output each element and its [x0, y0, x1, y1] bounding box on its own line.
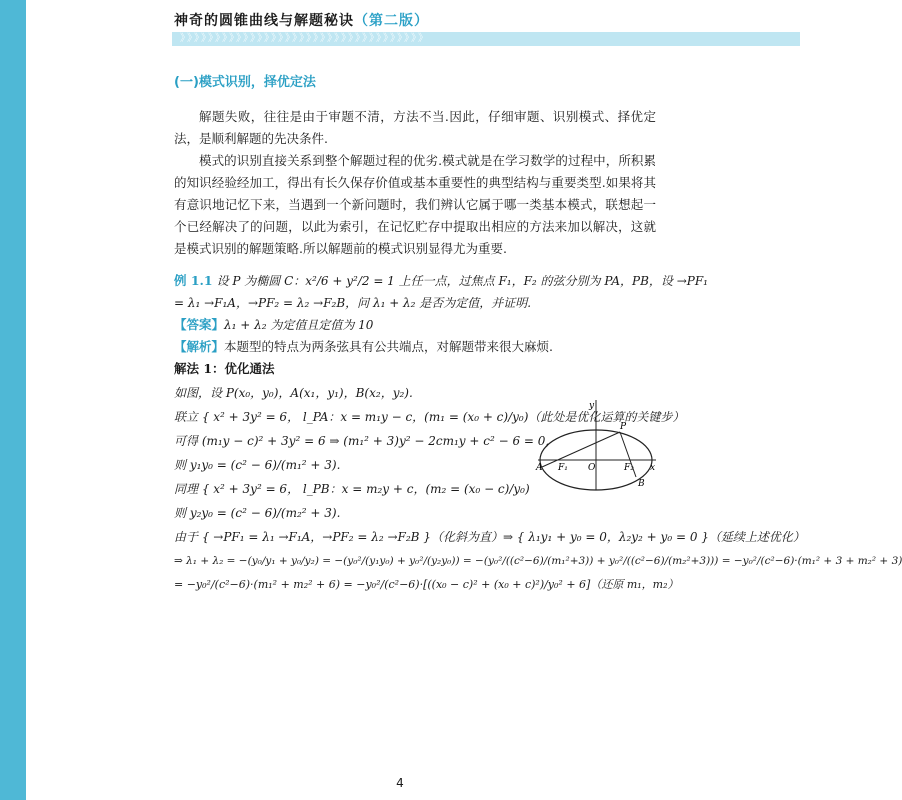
paragraph-2: 模式的识别直接关系到整个解题过程的优劣.模式就是在学习数学的过程中，所积累的知识经验经加工，得出有长久保存价值或基本重要性的典型结构与重要类型.如果将其有意识地记忆下来，当遇到一个新问题时，我们辨认它属于哪一类基本模式，联想起一个已经解决了的问题，以此为索引，在记忆贮存中提取出相应的方法来加以解决，这就是模式识别的解题策略.所以解题前的模式识别显得尤为重要.	[174, 153, 656, 256]
solution-line-9: = −y₀²/(c²−6)·(m₁² + m₂² + 6) = −y₀²/(c²−6)·[((x₀ − c)² + (x₀ + c)²)/y₀² + 6]（还原 m₁，m₂）	[174, 578, 679, 591]
method-title: 解法 1：优化通法	[174, 361, 275, 376]
label-f2: F₂	[624, 463, 634, 473]
answer-line	[174, 314, 656, 336]
chevron-decoration-icon: 》》》》》》》》》》》》》》》》》》》》》》》》》》》》》》》》》》》	[180, 33, 430, 44]
analysis-line	[174, 336, 656, 358]
book-title-text: 神奇的圆锥曲线与解题秘诀	[174, 13, 354, 29]
book-edition: （第二版）	[354, 13, 429, 29]
solution-line-5: 同理 { x² + 3y² = 6， l_PB：x = m₂y + c，(m₂ = (x₀ − c)/y₀)	[174, 482, 530, 496]
analysis-text: 本题型的特点为两条弦具有公共端点，对解题带来很大麻烦.	[224, 339, 553, 354]
label-x: x	[650, 463, 656, 473]
chord-pa	[542, 432, 620, 467]
section-title: (一)模式识别，择优定法	[174, 75, 316, 90]
example-stem-line-1	[174, 270, 708, 292]
example-stem-1: 设 P 为椭圆 C：x²/6 + y²/2 = 1 上任一点，过焦点 F₁，F₂ 的弦分别为 PA，PB，设 →PF₁	[216, 274, 708, 288]
solution-line-4: 则 y₁y₀ = (c² − 6)/(m₁² + 3).	[174, 458, 341, 472]
page-number: 4	[396, 776, 404, 790]
solution-line-2: 联立 { x² + 3y² = 6， l_PA：x = m₁y − c，(m₁ = (x₀ + c)/y₀)（此处是优化运算的关键步）	[174, 410, 685, 424]
example-stem-line-2	[174, 292, 656, 314]
left-accent-bar	[0, 0, 26, 800]
analysis-tag: 【解析】	[174, 339, 225, 354]
label-a: A	[536, 463, 543, 473]
example-label: 例 1.1	[174, 273, 213, 288]
ellipse-figure	[536, 398, 660, 492]
paragraph-1: 解题失败，往往是由于审题不清，方法不当.因此，仔细审题、识别模式、择优定法，是顺利解题的先决条件.	[174, 109, 656, 146]
label-p: P	[620, 422, 627, 432]
page-content	[174, 72, 902, 598]
label-o: O	[588, 463, 596, 473]
answer-text: λ₁ + λ₂ 为定值且定值为 10	[224, 318, 374, 332]
label-f1: F₁	[558, 463, 568, 473]
answer-tag: 【答案】	[174, 317, 225, 332]
solution-line-7: 由于 { →PF₁ = λ₁ →F₁A，→PF₂ = λ₂ →F₂B }（化斜为直）⇒ { λ₁y₁ + y₀ = 0，λ₂y₂ + y₀ = 0 }（延续上述优化）	[174, 530, 805, 544]
label-b: B	[638, 479, 645, 489]
header-band	[172, 32, 800, 46]
solution-line-8: ⇒ λ₁ + λ₂ = −(y₀/y₁ + y₀/y₂) = −(y₀²/(y₁y₀) + y₀²/(y₂y₀)) = −(y₀²/((c²−6)/(m₁²+3)) + y₀²/((c²−6)/(m₂²+3))) = −y₀²/(c²−6)·(m₁² + 3 + m₂² + 3)	[174, 555, 902, 567]
solution-line-3: 可得 (m₁y − c)² + 3y² = 6 ⇒ (m₁² + 3)y² − 2cm₁y + c² − 6 = 0，	[174, 434, 558, 448]
solution-line-1: 如图，设 P(x₀，y₀)，A(x₁，y₁)，B(x₂，y₂).	[174, 386, 413, 400]
running-header	[172, 6, 800, 50]
example-stem-2: = λ₁ →F₁A，→PF₂ = λ₂ →F₂B，问 λ₁ + λ₂ 是否为定值，并证明.	[174, 296, 532, 310]
solution-line-6: 则 y₂y₀ = (c² − 6)/(m₂² + 3).	[174, 506, 341, 520]
book-title	[174, 10, 429, 30]
label-y: y	[589, 401, 595, 411]
